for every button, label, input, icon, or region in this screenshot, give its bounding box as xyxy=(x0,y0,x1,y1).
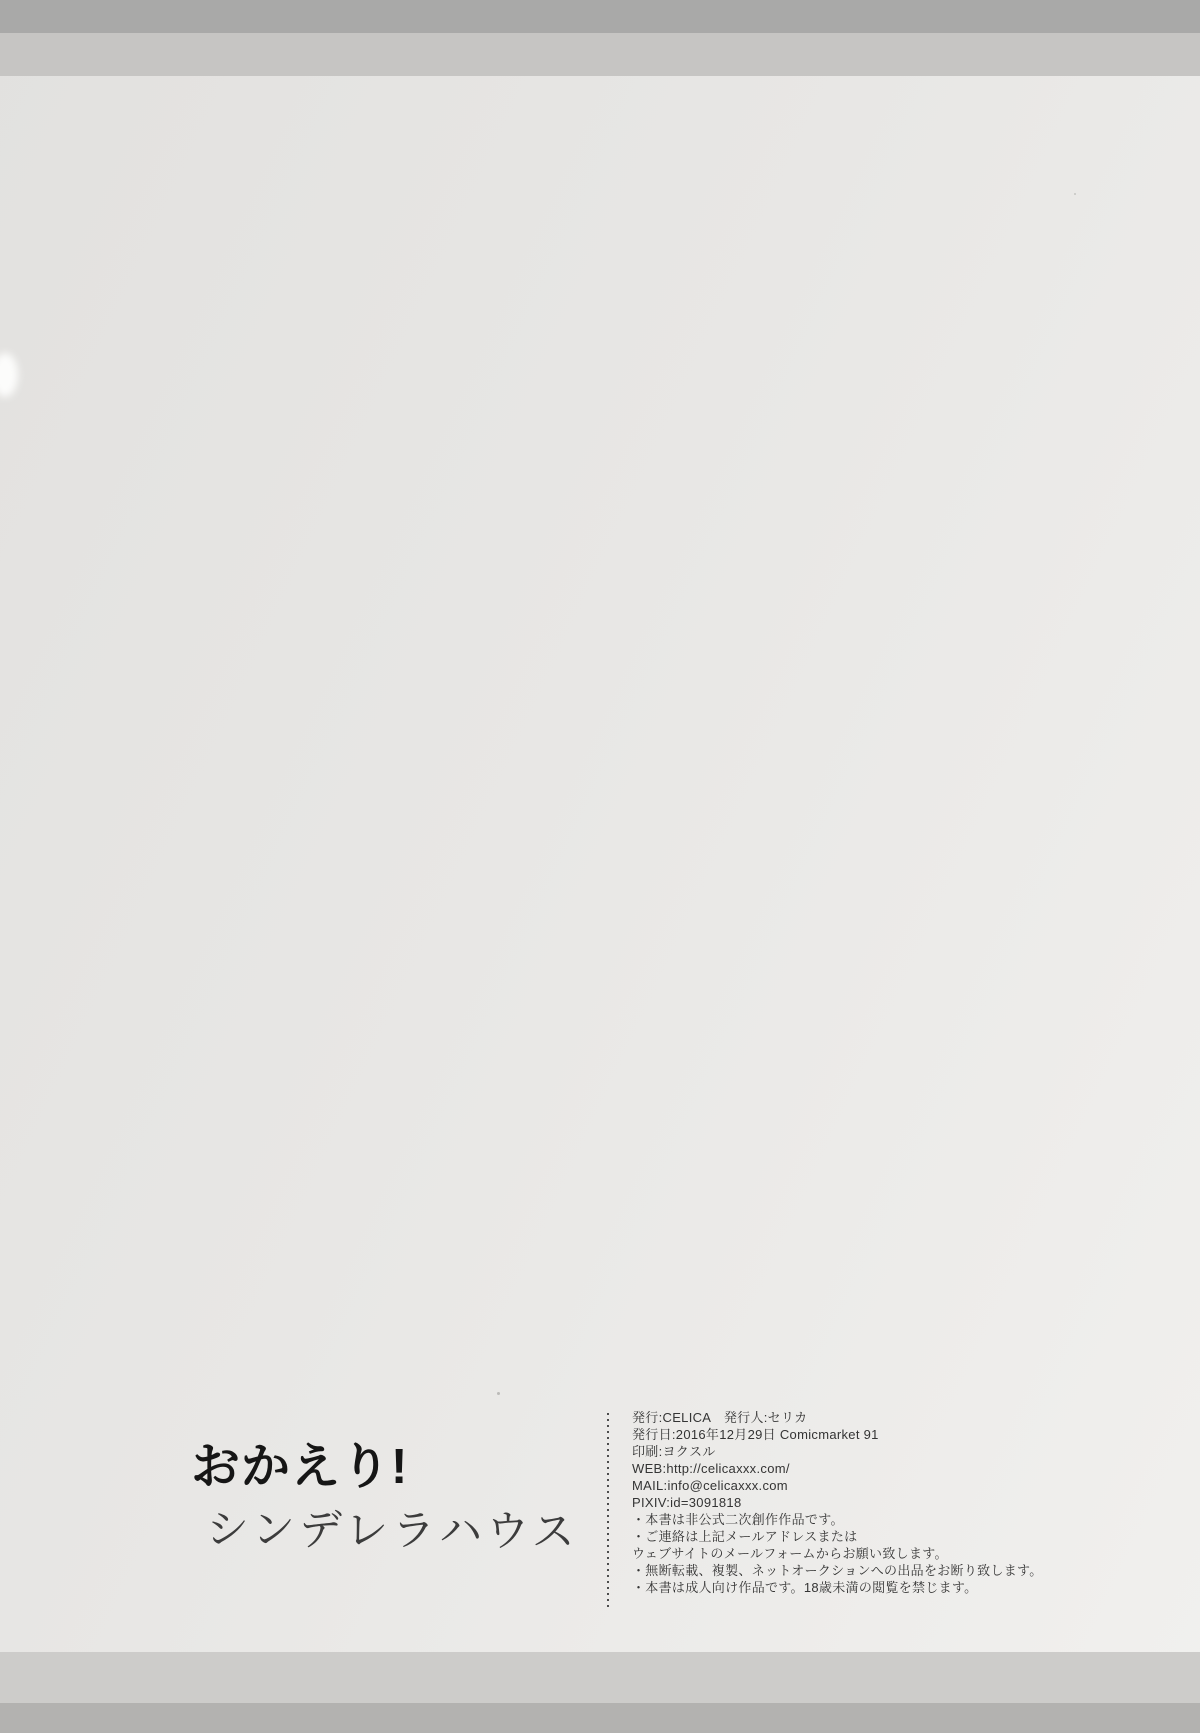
scan-edge-top-mid xyxy=(0,33,1200,76)
scan-speck xyxy=(1074,193,1076,195)
colophon-line-printer: 印刷:ヨクスル xyxy=(632,1444,716,1459)
scan-edge-top-dark xyxy=(0,0,1200,33)
colophon-note-adult-only: ・本書は成人向け作品です。18歳未満の閲覧を禁じます。 xyxy=(632,1580,978,1595)
colophon-line-date: 発行日:2016年12月29日 Comicmarket 91 xyxy=(632,1427,879,1442)
dotted-divider xyxy=(607,1413,609,1611)
colophon-line-mail: MAIL:info@celicaxxx.com xyxy=(632,1478,788,1493)
doujin-title-sub: シンデレラハウス xyxy=(205,1505,579,1557)
colophon-line-web: WEB:http://celicaxxx.com/ xyxy=(632,1461,790,1476)
scan-edge-bottom-mid xyxy=(0,1652,1200,1703)
scan-edge-bottom-dark xyxy=(0,1703,1200,1733)
colophon-note-contact-2: ウェブサイトのメールフォームからお願い致します。 xyxy=(632,1546,948,1561)
doujin-title-main: おかえり! xyxy=(191,1440,409,1494)
scan-speck xyxy=(497,1392,500,1395)
scan-artifact-blob xyxy=(0,353,18,397)
colophon-note-contact-1: ・ご連絡は上記メールアドレスまたは xyxy=(632,1529,858,1544)
colophon-line-pixiv: PIXIV:id=3091818 xyxy=(632,1495,742,1510)
colophon-credits xyxy=(632,1409,1043,1596)
colophon-note-no-reproduction: ・無断転載、複製、ネットオークションへの出品をお断り致します。 xyxy=(632,1563,1043,1578)
colophon-line-publisher: 発行:CELICA 発行人:セリカ xyxy=(632,1410,808,1425)
colophon-note-unofficial: ・本書は非公式二次創作作品です。 xyxy=(632,1512,844,1527)
